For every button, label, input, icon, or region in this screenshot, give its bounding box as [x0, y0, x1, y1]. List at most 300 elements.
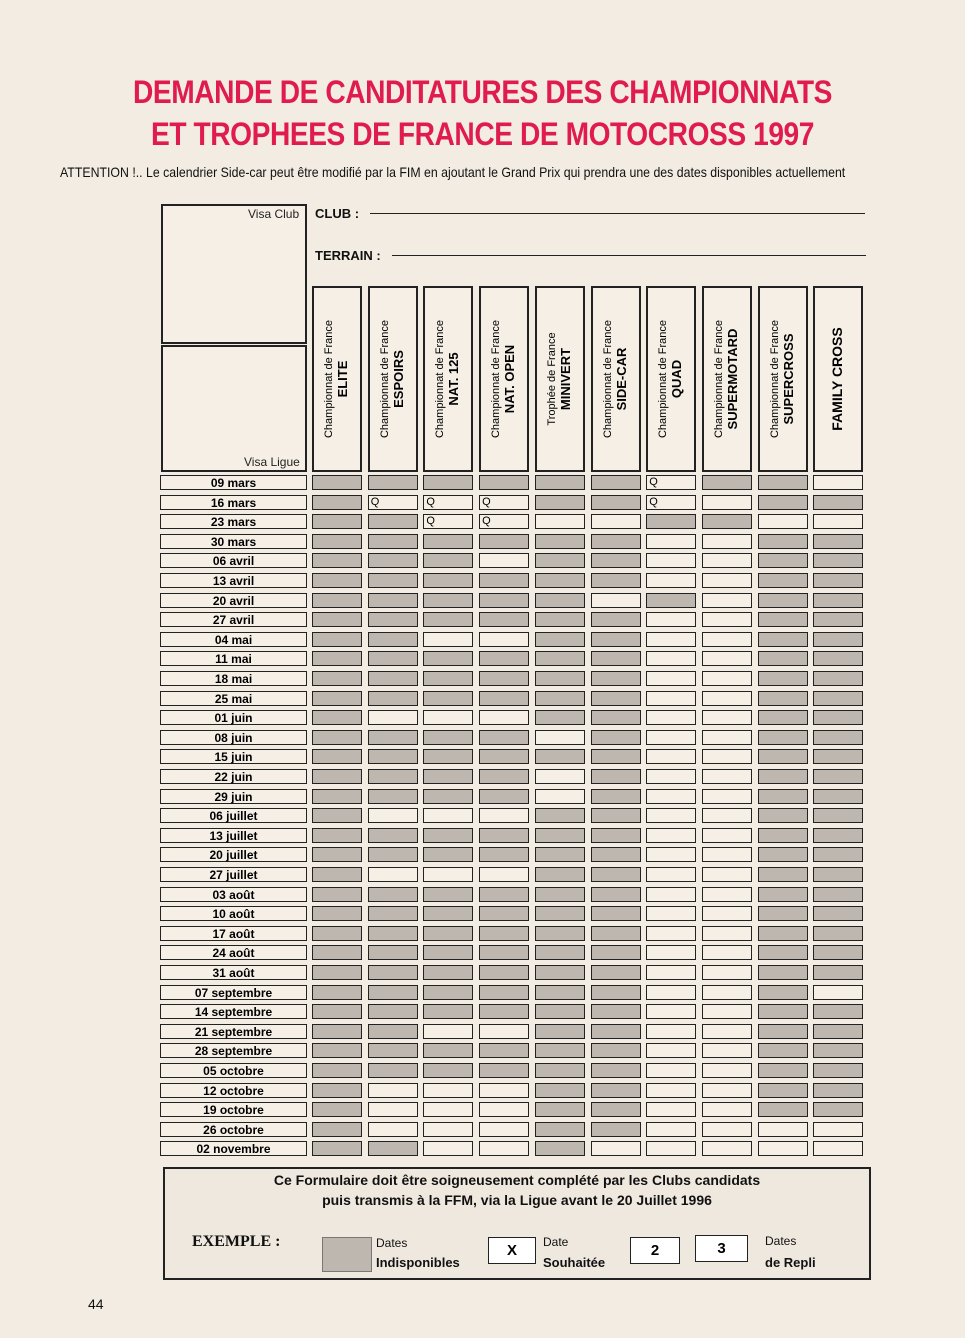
unavailable-date-cell [535, 847, 585, 862]
unavailable-date-cell [758, 887, 808, 902]
date-choice-cell[interactable] [702, 573, 752, 588]
unavailable-date-cell [591, 749, 641, 764]
date-choice-cell[interactable] [591, 1141, 641, 1156]
date-choice-cell[interactable] [646, 651, 696, 666]
date-choice-cell[interactable] [702, 789, 752, 804]
unavailable-date-cell [813, 1004, 863, 1019]
date-label: 05 octobre [160, 1063, 307, 1078]
date-choice-cell[interactable] [646, 867, 696, 882]
date-choice-cell[interactable] [423, 1102, 473, 1117]
unavailable-date-cell [312, 612, 362, 627]
unavailable-date-cell [813, 730, 863, 745]
unavailable-date-cell [479, 1043, 529, 1058]
unavailable-date-cell [758, 632, 808, 647]
unavailable-date-cell [312, 828, 362, 843]
date-choice-cell[interactable] [368, 710, 418, 725]
unavailable-date-cell [423, 749, 473, 764]
unavailable-date-cell [535, 671, 585, 686]
unavailable-date-cell [368, 691, 418, 706]
unavailable-date-cell [312, 1004, 362, 1019]
exemple-label: EXEMPLE : [192, 1233, 281, 1250]
date-choice-cell[interactable] [702, 1083, 752, 1098]
unavailable-date-cell [591, 1004, 641, 1019]
unavailable-date-cell [813, 769, 863, 784]
date-choice-cell[interactable] [535, 514, 585, 529]
date-choice-cell[interactable] [646, 612, 696, 627]
column-header-category: Championnat de France [713, 319, 726, 439]
unavailable-date-cell [312, 985, 362, 1000]
unavailable-date-cell [312, 789, 362, 804]
unavailable-date-cell [535, 867, 585, 882]
date-choice-cell[interactable] [702, 1004, 752, 1019]
unavailable-date-cell [535, 534, 585, 549]
unavailable-date-cell [535, 612, 585, 627]
unavailable-date-cell [368, 553, 418, 568]
unavailable-date-cell [423, 651, 473, 666]
unavailable-date-cell [591, 534, 641, 549]
unavailable-date-cell [312, 906, 362, 921]
unavailable-date-cell [591, 651, 641, 666]
unavailable-date-cell [813, 847, 863, 862]
unavailable-date-cell [591, 808, 641, 823]
date-choice-cell[interactable] [646, 926, 696, 941]
column-header-2 [368, 286, 418, 472]
date-choice-cell[interactable] [813, 1141, 863, 1156]
column-header-5 [535, 286, 585, 472]
date-label: 16 mars [160, 495, 307, 510]
date-choice-cell[interactable] [646, 1043, 696, 1058]
unavailable-date-cell [646, 593, 696, 608]
date-choice-cell[interactable] [646, 1122, 696, 1137]
date-label: 27 juillet [160, 867, 307, 882]
date-choice-cell[interactable] [479, 710, 529, 725]
unavailable-date-cell [368, 769, 418, 784]
unavailable-date-cell [423, 887, 473, 902]
date-label: 09 mars [160, 475, 307, 490]
date-choice-cell[interactable] [479, 1141, 529, 1156]
example-gray-swatch [322, 1237, 372, 1272]
date-label: 22 juin [160, 769, 307, 784]
date-choice-cell[interactable] [702, 1024, 752, 1039]
page-number: 44 [88, 1296, 104, 1312]
date-choice-cell[interactable] [646, 553, 696, 568]
date-choice-cell[interactable] [813, 475, 863, 490]
date-choice-cell[interactable] [702, 632, 752, 647]
unavailable-date-cell [479, 1004, 529, 1019]
terrain-input-line[interactable] [392, 255, 866, 256]
unavailable-date-cell [758, 495, 808, 510]
date-choice-cell[interactable] [702, 1043, 752, 1058]
unavailable-date-cell [312, 867, 362, 882]
date-choice-cell[interactable] [646, 985, 696, 1000]
date-choice-cell[interactable] [702, 593, 752, 608]
column-header-name: ESPOIRS [390, 350, 406, 408]
visa-club-label: Visa Club [248, 207, 300, 221]
unavailable-date-cell [479, 887, 529, 902]
title-line-2: ET TROPHEES DE FRANCE DE MOTOCROSS 1997 [151, 116, 814, 152]
column-header-name: MINIVERT [557, 347, 573, 411]
date-label: 04 mai [160, 632, 307, 647]
date-choice-cell[interactable] [423, 1024, 473, 1039]
column-header-7 [646, 286, 696, 472]
unavailable-date-cell [591, 1083, 641, 1098]
unavailable-date-cell [368, 651, 418, 666]
unavailable-date-cell [479, 945, 529, 960]
date-choice-cell[interactable] [646, 1102, 696, 1117]
date-choice-cell[interactable] [646, 749, 696, 764]
visa-ligue-box[interactable] [161, 345, 307, 472]
column-header-category: Championnat de France [768, 319, 781, 439]
unavailable-date-cell [813, 887, 863, 902]
column-header-category: Championnat de France [490, 319, 503, 439]
date-choice-cell[interactable] [479, 1102, 529, 1117]
unavailable-date-cell [423, 1043, 473, 1058]
date-choice-cell[interactable] [535, 769, 585, 784]
unavailable-date-cell [758, 475, 808, 490]
date-label: 19 octobre [160, 1102, 307, 1117]
date-choice-cell[interactable] [646, 573, 696, 588]
unavailable-date-cell [479, 730, 529, 745]
unavailable-date-cell [813, 926, 863, 941]
date-choice-cell[interactable] [479, 632, 529, 647]
example-2-box: 2 [630, 1237, 680, 1264]
date-label: 06 avril [160, 553, 307, 568]
unavailable-date-cell [479, 906, 529, 921]
unavailable-date-cell [312, 808, 362, 823]
date-choice-cell[interactable]: Q [479, 514, 529, 529]
unavailable-date-cell [535, 985, 585, 1000]
date-choice-cell[interactable] [423, 1122, 473, 1137]
unavailable-date-cell [535, 573, 585, 588]
unavailable-date-cell [368, 671, 418, 686]
column-header-category: Championnat de France [378, 319, 391, 439]
date-choice-cell[interactable] [702, 749, 752, 764]
unavailable-date-cell [535, 593, 585, 608]
date-choice-cell[interactable] [702, 945, 752, 960]
date-choice-cell[interactable] [702, 926, 752, 941]
date-choice-cell[interactable] [646, 632, 696, 647]
unavailable-date-cell [312, 475, 362, 490]
unavailable-date-cell [758, 671, 808, 686]
unavailable-date-cell [368, 847, 418, 862]
date-choice-cell[interactable] [702, 906, 752, 921]
date-choice-cell[interactable]: Q [646, 475, 696, 490]
unavailable-date-cell [479, 651, 529, 666]
date-choice-cell[interactable] [702, 1063, 752, 1078]
column-header-category: Championnat de France [323, 319, 336, 439]
date-choice-cell[interactable] [813, 985, 863, 1000]
unavailable-date-cell [312, 1063, 362, 1078]
date-choice-cell[interactable] [535, 789, 585, 804]
date-choice-cell[interactable] [646, 671, 696, 686]
date-choice-cell[interactable] [702, 612, 752, 627]
date-choice-cell[interactable] [423, 1083, 473, 1098]
column-header-name: SUPERCROSS [780, 333, 796, 425]
unavailable-date-cell [312, 534, 362, 549]
unavailable-date-cell [813, 573, 863, 588]
date-choice-cell[interactable] [591, 593, 641, 608]
date-choice-cell[interactable] [702, 1102, 752, 1117]
unavailable-date-cell [535, 887, 585, 902]
date-label: 27 avril [160, 612, 307, 627]
unavailable-date-cell [479, 789, 529, 804]
unavailable-date-cell [591, 553, 641, 568]
date-choice-cell[interactable]: Q [423, 514, 473, 529]
date-choice-cell[interactable] [368, 867, 418, 882]
date-choice-cell[interactable] [479, 553, 529, 568]
unavailable-date-cell [312, 495, 362, 510]
date-label: 17 août [160, 926, 307, 941]
column-header-3 [423, 286, 473, 472]
date-choice-cell[interactable] [702, 534, 752, 549]
date-choice-cell[interactable] [646, 534, 696, 549]
unavailable-date-cell [758, 553, 808, 568]
unavailable-date-cell [591, 1024, 641, 1039]
date-label: 10 août [160, 906, 307, 921]
attention-note: ATTENTION !.. Le calendrier Side-car peut être modifié par la FIM en ajoutant le Grand Prix qui prendra une des dates disponibles actuellement [60, 164, 846, 180]
date-choice-cell[interactable] [646, 906, 696, 921]
unavailable-date-cell [312, 887, 362, 902]
date-choice-cell[interactable] [423, 632, 473, 647]
unavailable-date-cell [591, 632, 641, 647]
unavailable-date-cell [535, 495, 585, 510]
unavailable-date-cell [758, 906, 808, 921]
date-choice-cell[interactable] [479, 1083, 529, 1098]
date-choice-cell[interactable] [646, 1004, 696, 1019]
unavailable-date-cell [535, 945, 585, 960]
unavailable-date-cell [535, 1083, 585, 1098]
column-header-name: SUPERMOTARD [724, 328, 740, 430]
date-choice-cell[interactable] [646, 691, 696, 706]
date-choice-cell[interactable] [423, 1141, 473, 1156]
unavailable-date-cell [423, 769, 473, 784]
date-choice-cell[interactable] [702, 495, 752, 510]
date-choice-cell[interactable] [702, 553, 752, 568]
unavailable-date-cell [423, 828, 473, 843]
unavailable-date-cell [479, 985, 529, 1000]
date-choice-cell[interactable] [423, 808, 473, 823]
date-choice-cell[interactable]: Q [368, 495, 418, 510]
unavailable-date-cell [368, 749, 418, 764]
date-choice-cell[interactable] [702, 671, 752, 686]
unavailable-date-cell [423, 965, 473, 980]
date-choice-cell[interactable]: Q [646, 495, 696, 510]
date-choice-cell[interactable] [479, 808, 529, 823]
date-choice-cell[interactable] [646, 1141, 696, 1156]
date-label: 08 juin [160, 730, 307, 745]
unavailable-date-cell [535, 1004, 585, 1019]
date-choice-cell[interactable] [702, 710, 752, 725]
unavailable-date-cell [535, 965, 585, 980]
unavailable-date-cell [312, 710, 362, 725]
unavailable-date-cell [423, 730, 473, 745]
date-choice-cell[interactable] [646, 1024, 696, 1039]
unavailable-date-cell [813, 906, 863, 921]
date-choice-cell[interactable]: Q [423, 495, 473, 510]
unavailable-date-cell [368, 1141, 418, 1156]
date-choice-cell[interactable] [479, 1122, 529, 1137]
date-choice-cell[interactable] [758, 1141, 808, 1156]
date-choice-cell[interactable] [646, 769, 696, 784]
unavailable-date-cell [702, 475, 752, 490]
unavailable-date-cell [813, 593, 863, 608]
date-choice-cell[interactable] [646, 1083, 696, 1098]
unavailable-date-cell [813, 945, 863, 960]
unavailable-date-cell [535, 710, 585, 725]
date-choice-cell[interactable] [702, 1122, 752, 1137]
date-choice-cell[interactable] [702, 965, 752, 980]
unavailable-date-cell [312, 573, 362, 588]
unavailable-date-cell [368, 593, 418, 608]
unavailable-date-cell [312, 1043, 362, 1058]
date-choice-cell[interactable] [646, 808, 696, 823]
unavailable-date-cell [758, 1063, 808, 1078]
date-label: 28 septembre [160, 1043, 307, 1058]
date-choice-cell[interactable] [702, 808, 752, 823]
date-choice-cell[interactable] [702, 651, 752, 666]
example-dates-repli-label: Dates [765, 1234, 797, 1248]
unavailable-date-cell [758, 867, 808, 882]
unavailable-date-cell [368, 730, 418, 745]
unavailable-date-cell [591, 926, 641, 941]
unavailable-date-cell [423, 1004, 473, 1019]
unavailable-date-cell [479, 573, 529, 588]
column-header-9 [758, 286, 808, 472]
date-choice-cell[interactable] [702, 867, 752, 882]
date-label: 20 juillet [160, 847, 307, 862]
unavailable-date-cell [423, 847, 473, 862]
unavailable-date-cell [813, 651, 863, 666]
date-choice-cell[interactable] [646, 887, 696, 902]
unavailable-date-cell [758, 769, 808, 784]
unavailable-date-cell [535, 1043, 585, 1058]
unavailable-date-cell [423, 985, 473, 1000]
unavailable-date-cell [368, 926, 418, 941]
date-choice-cell[interactable] [758, 1122, 808, 1137]
date-choice-cell[interactable] [813, 514, 863, 529]
date-choice-cell[interactable] [702, 985, 752, 1000]
date-choice-cell[interactable] [702, 828, 752, 843]
date-choice-cell[interactable] [535, 730, 585, 745]
unavailable-date-cell [591, 985, 641, 1000]
date-choice-cell[interactable] [646, 730, 696, 745]
unavailable-date-cell [312, 691, 362, 706]
unavailable-date-cell [591, 691, 641, 706]
date-choice-cell[interactable] [646, 710, 696, 725]
unavailable-date-cell [423, 926, 473, 941]
unavailable-date-cell [479, 1063, 529, 1078]
visa-club-box[interactable] [161, 204, 307, 344]
column-header-6 [591, 286, 641, 472]
date-choice-cell[interactable] [702, 1141, 752, 1156]
unavailable-date-cell [535, 1102, 585, 1117]
date-choice-cell[interactable] [702, 691, 752, 706]
date-choice-cell[interactable] [646, 847, 696, 862]
unavailable-date-cell [368, 632, 418, 647]
unavailable-date-cell [535, 475, 585, 490]
unavailable-date-cell [479, 828, 529, 843]
date-choice-cell[interactable] [423, 867, 473, 882]
column-header-name: QUAD [669, 359, 685, 399]
date-choice-cell[interactable] [479, 1024, 529, 1039]
unavailable-date-cell [813, 710, 863, 725]
date-label: 06 juillet [160, 808, 307, 823]
unavailable-date-cell [813, 1024, 863, 1039]
unavailable-date-cell [591, 710, 641, 725]
date-choice-cell[interactable] [758, 514, 808, 529]
date-choice-cell[interactable] [646, 965, 696, 980]
unavailable-date-cell [758, 730, 808, 745]
unavailable-date-cell [646, 514, 696, 529]
date-label: 01 juin [160, 710, 307, 725]
column-header-10 [813, 286, 863, 472]
example-repli-label: de Repli [765, 1255, 816, 1270]
club-label: CLUB : [315, 206, 360, 221]
unavailable-date-cell [813, 691, 863, 706]
date-label: 03 août [160, 887, 307, 902]
unavailable-date-cell [813, 534, 863, 549]
unavailable-date-cell [813, 553, 863, 568]
column-header-category: Trophée de France [546, 332, 559, 426]
date-choice-cell[interactable] [591, 514, 641, 529]
unavailable-date-cell [758, 1043, 808, 1058]
date-choice-cell[interactable]: Q [479, 495, 529, 510]
unavailable-date-cell [368, 1043, 418, 1058]
date-choice-cell[interactable] [368, 1083, 418, 1098]
unavailable-date-cell [813, 1102, 863, 1117]
date-choice-cell[interactable] [646, 789, 696, 804]
unavailable-date-cell [312, 553, 362, 568]
date-choice-cell[interactable] [368, 808, 418, 823]
date-choice-cell[interactable] [423, 710, 473, 725]
date-choice-cell[interactable] [813, 1122, 863, 1137]
unavailable-date-cell [368, 828, 418, 843]
date-choice-cell[interactable] [646, 945, 696, 960]
date-choice-cell[interactable] [702, 847, 752, 862]
unavailable-date-cell [312, 671, 362, 686]
date-choice-cell[interactable] [702, 730, 752, 745]
date-choice-cell[interactable] [479, 867, 529, 882]
column-header-name: ELITE [334, 360, 350, 398]
unavailable-date-cell [479, 612, 529, 627]
column-header-4 [479, 286, 529, 472]
unavailable-date-cell [758, 828, 808, 843]
unavailable-date-cell [758, 1004, 808, 1019]
unavailable-date-cell [368, 1063, 418, 1078]
date-choice-cell[interactable] [702, 887, 752, 902]
date-label: 25 mai [160, 691, 307, 706]
date-choice-cell[interactable] [702, 769, 752, 784]
date-label: 13 juillet [160, 828, 307, 843]
unavailable-date-cell [535, 1122, 585, 1137]
example-souhaitee-label: Souhaitée [543, 1255, 606, 1270]
column-header-category: Championnat de France [434, 319, 447, 439]
unavailable-date-cell [312, 514, 362, 529]
column-header-1 [312, 286, 362, 472]
column-header-name: NAT. OPEN [501, 344, 517, 414]
title-line-1: DEMANDE DE CANDITATURES DES CHAMPIONNATS [133, 74, 832, 110]
date-choice-cell[interactable] [368, 1122, 418, 1137]
unavailable-date-cell [479, 593, 529, 608]
date-choice-cell[interactable] [646, 1063, 696, 1078]
unavailable-date-cell [758, 789, 808, 804]
date-label: 23 mars [160, 514, 307, 529]
date-choice-cell[interactable] [646, 828, 696, 843]
footer-line-2: puis transmis à la FFM, via la Ligue avant le 20 Juillet 1996 [322, 1192, 712, 1208]
date-label: 21 septembre [160, 1024, 307, 1039]
date-choice-cell[interactable] [368, 1102, 418, 1117]
club-input-line[interactable] [370, 213, 865, 214]
